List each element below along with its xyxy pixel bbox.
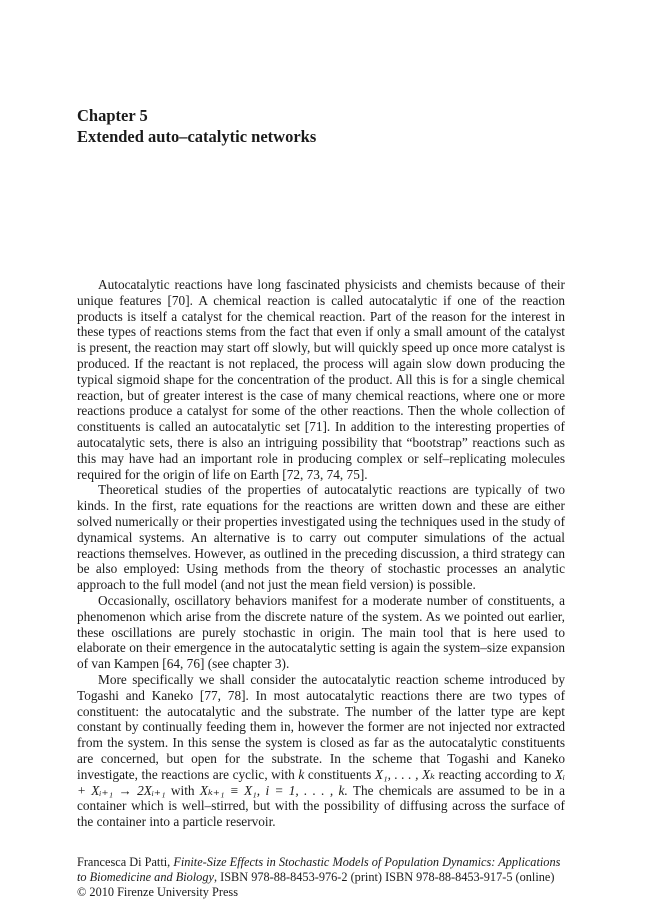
math-constituents: X₁, . . . , Xₖ	[374, 766, 435, 782]
footer-copyright: © 2010 Firenze University Press	[77, 885, 238, 900]
paragraph-4-text-a: More specifically we shall consider the autocatalytic reaction scheme introduced by Togashi and Kaneko [77, 78]. In most autocatalytic reactions there are two types of constituent: the autocatalytic and the substrate. The number of the latter type are kept constant by continually feeding them in, however the former are not injected nor extracted from the system. In this sense the system is closed as far as the autocatalytic constituents are concerned, but open for the substrate. In the scheme that Togashi and Kaneko investigate, the reactions are cyclic, with	[77, 671, 565, 782]
math-k: k	[298, 766, 305, 782]
footer-citation	[77, 855, 565, 901]
math-cyclic-condition: Xₖ₊₁ ≡ X₁, i = 1, . . . , k.	[199, 782, 348, 798]
chapter-title: Extended auto–catalytic networks	[77, 127, 317, 146]
paragraph-4	[77, 672, 565, 830]
body-text	[77, 277, 565, 830]
chapter-number: Chapter 5	[77, 106, 148, 125]
paragraph-4-text-d: with	[170, 782, 195, 798]
footer-book-title: Finite-Size Effects in Stochastic Models of Population Dynamics: Applications to Biomedicine and Biology	[77, 855, 561, 885]
paragraph-1: Autocatalytic reactions have long fascinated physicists and chemists because of their unique features [70]. A chemical reaction is called autocatalytic if one of the reaction products is itself a catalyst for the chemical reaction. Part of the reason for the interest in these types of reactions stems from the fact that even if only a small amount of the catalyst is present, the reaction may start off slowly, but will quickly speed up once more catalyst is produced. If the reactant is not replaced, the process will again slow down producing the typical sigmoid shape for the concentration of the product. All this is for a single chemical reaction, but of greater interest is the case of many chemical reactions, where one or more reactions produce a catalyst for some of the other reactions. Then the whole collection of constituents is called an autocatalytic set [71]. In addition to the interesting properties of autocatalytic sets, there is also an intriguing possibility that “bootstrap” reactions such as this may have had an important role in producing complex or self–replicating molecules required for the origin of life on Earth [72, 73, 74, 75].	[77, 277, 565, 482]
footer-author: Francesca Di Patti,	[77, 855, 171, 869]
paragraph-3: Occasionally, oscillatory behaviors manifest for a moderate number of constituents, a phenomenon which arise from the discrete nature of the system. As we pointed out earlier, these oscillations are purely stochastic in origin. The main tool that is here used to elaborate on their emergence in the autocatalytic setting is again the system–size expansion of van Kampen [64, 76] (see chapter 3).	[77, 592, 565, 672]
math-reaction: Xᵢ + Xᵢ₊₁ → 2Xᵢ₊₁	[77, 766, 565, 798]
paragraph-4-text-c: reacting according to	[438, 766, 552, 782]
footer-isbn: , ISBN 978-88-8453-976-2 (print) ISBN 978-88-8453-917-5 (online)	[213, 870, 555, 885]
chapter-heading	[77, 105, 577, 147]
paragraph-4-text-e: The chemicals are assumed to be in a container which is well–stirred, but with the possibility of diffusing across the surface of the container into a particle reservoir.	[77, 782, 565, 830]
paragraph-4-text-b: constituents	[307, 766, 372, 782]
paragraph-2: Theoretical studies of the properties of autocatalytic reactions are typically of two kinds. In the first, rate equations for the reactions are written down and these are either solved numerically or their properties investigated using the techniques used in the study of dynamical systems. An alternative is to carry out computer simulations of the actual reactions themselves. However, as outlined in the preceding discussion, a third strategy can be also employed: Using methods from the theory of stochastic processes an analytic approach to the full model (and not just the mean field version) is possible.	[77, 482, 565, 593]
